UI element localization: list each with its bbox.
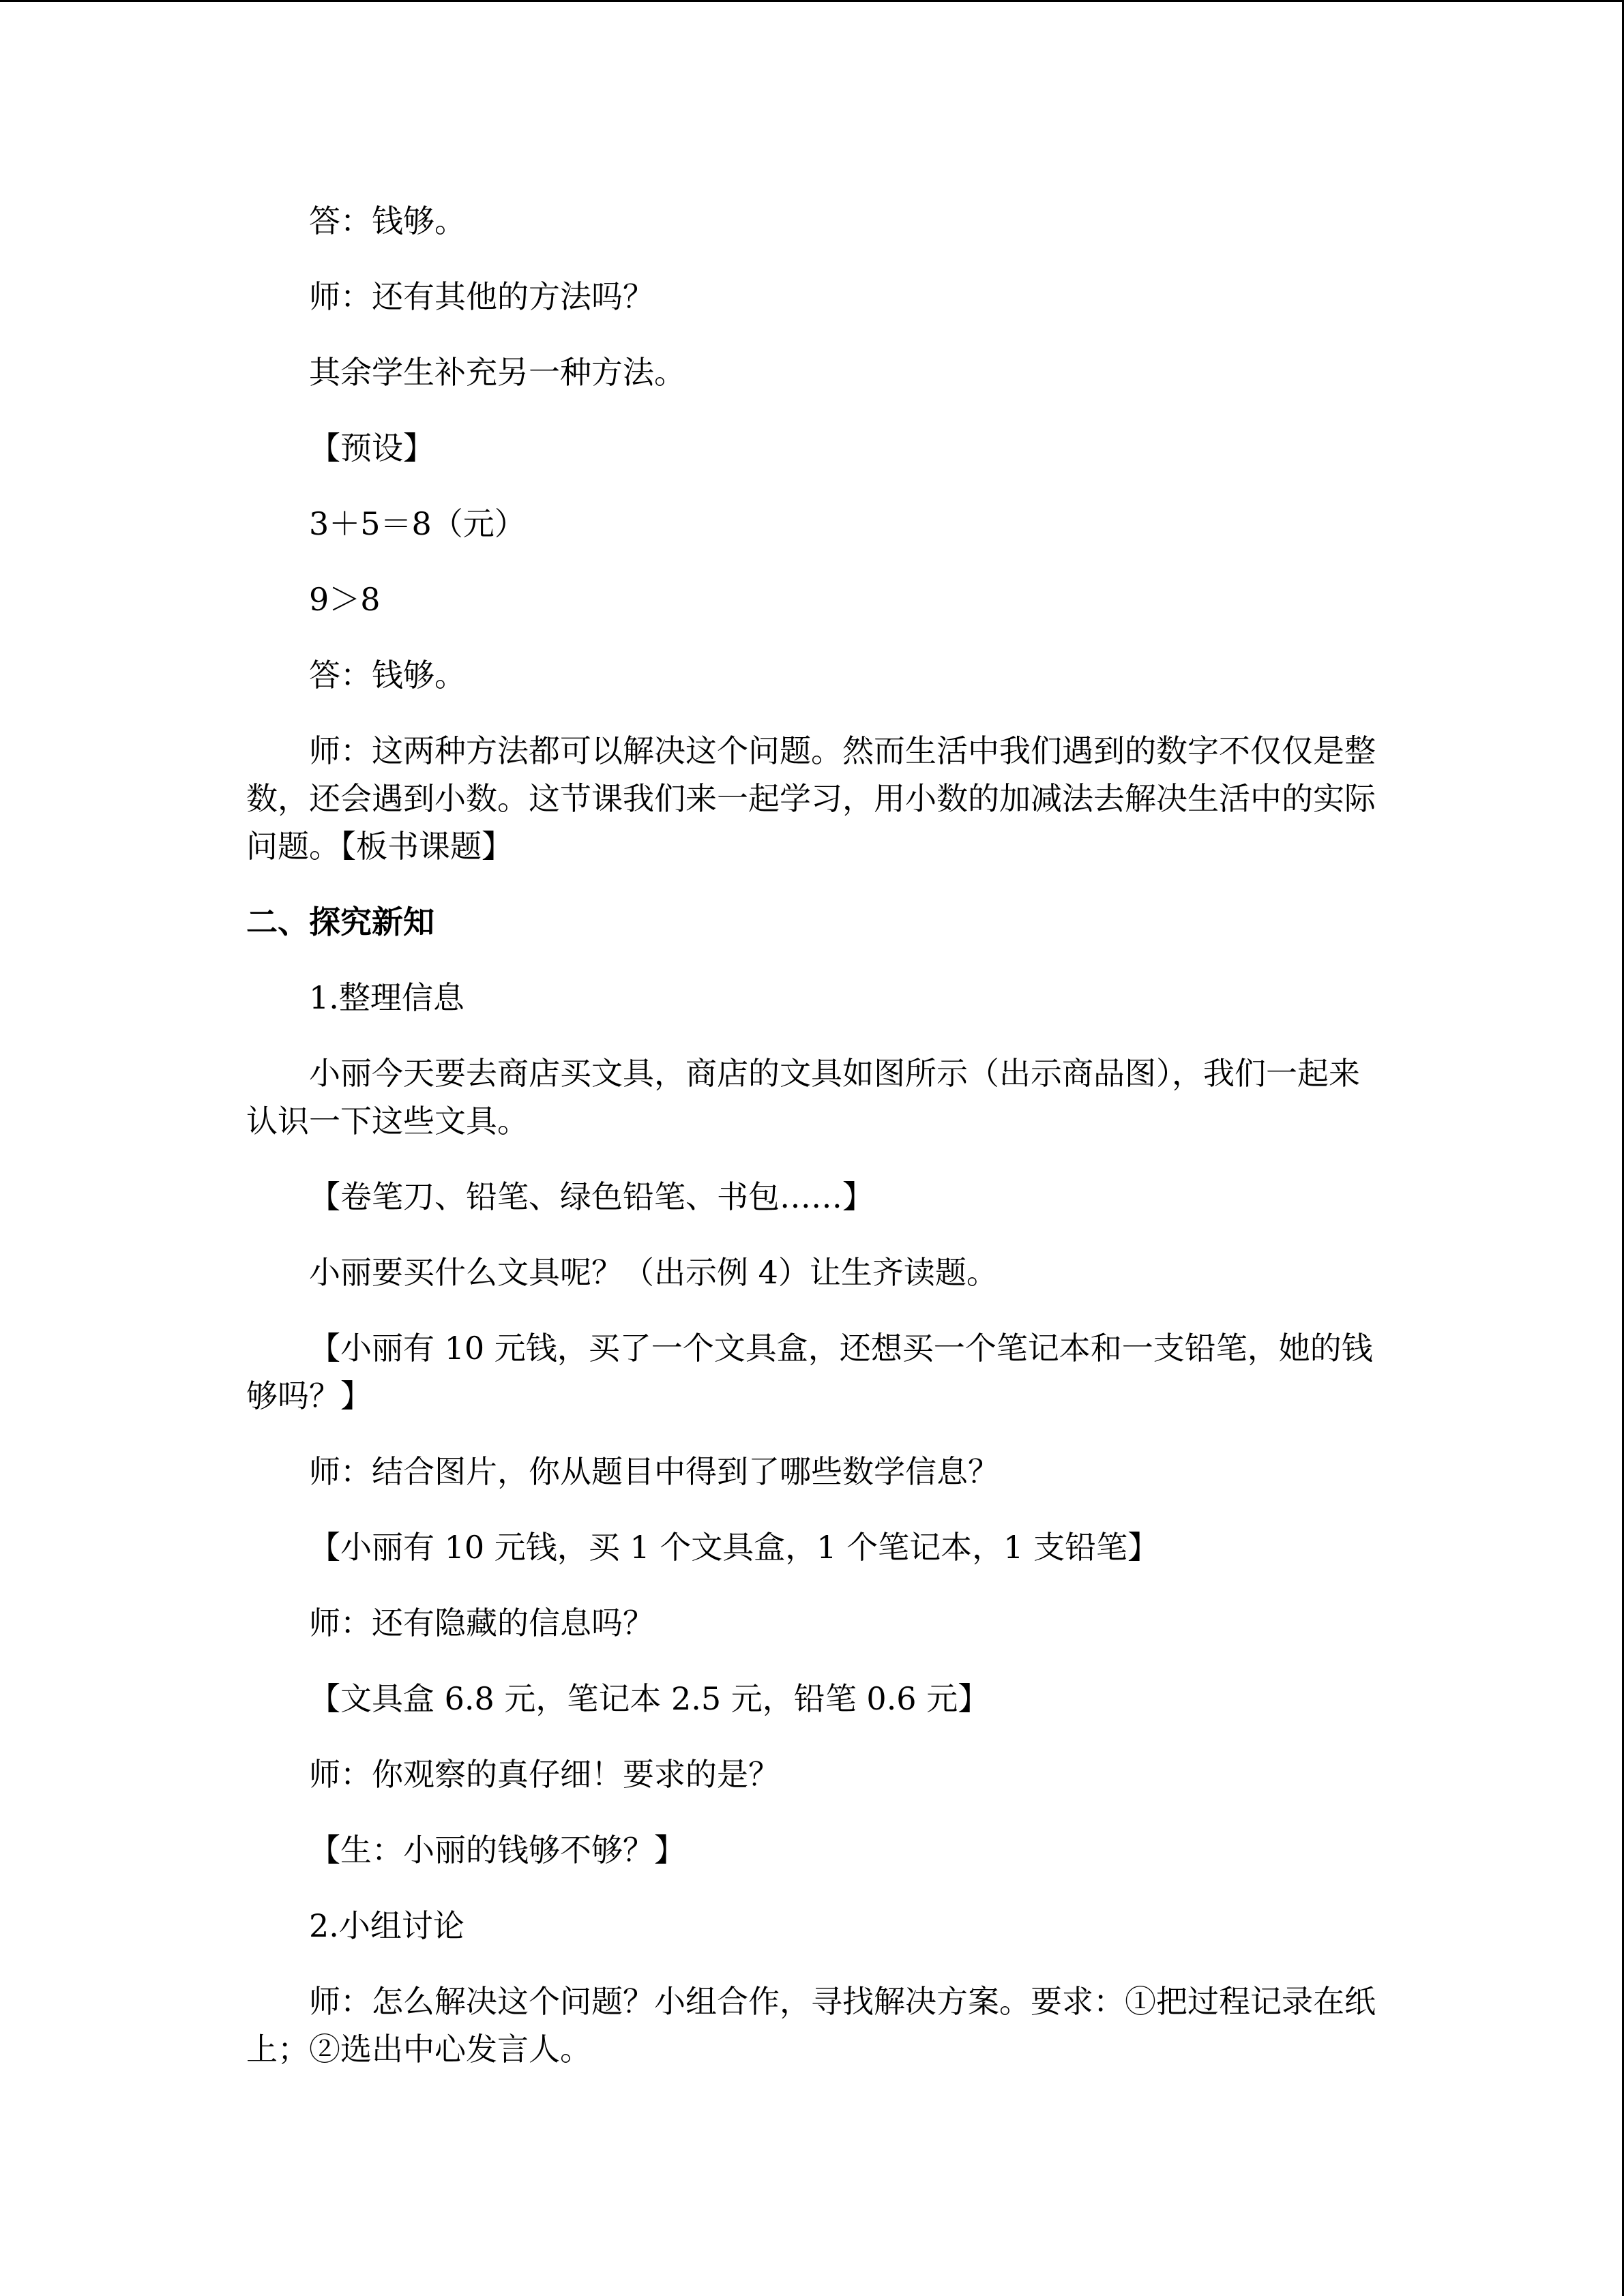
- paragraph-teacher-praise: 师：你观察的真仔细！要求的是？: [309, 1756, 780, 1793]
- paragraph-stationery-list: 【卷笔刀、铅笔、绿色铅笔、书包……】: [309, 1178, 874, 1215]
- paragraph-students-supplement: 其余学生补充另一种方法。: [309, 354, 685, 391]
- paragraph-equation: 3＋5＝8（元）: [309, 505, 526, 542]
- subheading-group-discussion: 2.小组讨论: [309, 1907, 464, 1944]
- paragraph-answer-2: 答：钱够。: [309, 657, 466, 694]
- paragraph-preset-label: 【预设】: [309, 430, 434, 466]
- paragraph-teacher-question: 师：还有其他的方法吗？: [309, 278, 654, 315]
- paragraph-hidden-info-question: 师：还有隐藏的信息吗？: [309, 1605, 654, 1641]
- paragraph-problem-statement: 【小丽有 10 元钱，买了一个文具盒，还想买一个笔记本和一支铅笔，她的钱够吗？】: [246, 1330, 1373, 1414]
- paragraph-teacher-intro: 师：这两种方法都可以解决这个问题。然而生活中我们遇到的数字不仅仅是整数，还会遇到小数。这节课我们来一起学习，用小数的加减法去解决生活中的实际问题。【板书课题】: [246, 732, 1376, 865]
- subheading-organize-info: 1.整理信息: [309, 979, 464, 1016]
- section-heading: 二、探究新知: [246, 904, 434, 940]
- paragraph-comparison: 9＞8: [309, 581, 381, 618]
- paragraph-shop-scene: 小丽今天要去商店买文具，商店的文具如图所示（出示商品图），我们一起来认识一下这些文具。: [246, 1055, 1360, 1139]
- paragraph-group-task: 师：怎么解决这个问题？小组合作，寻找解决方案。要求：①把过程记录在纸上；②选出中心发言人。: [246, 1983, 1376, 2068]
- document-body: [246, 197, 1378, 2101]
- paragraph-student-answer: 【生：小丽的钱够不够？】: [309, 1832, 685, 1868]
- paragraph-answer-1: 答：钱够。: [309, 203, 466, 239]
- paragraph-teacher-info-question: 师：结合图片，你从题目中得到了哪些数学信息？: [309, 1453, 999, 1490]
- paragraph-known-info: 【小丽有 10 元钱，买 1 个文具盒，1 个笔记本，1 支铅笔】: [309, 1529, 1160, 1566]
- paragraph-what-to-buy: 小丽要买什么文具呢？（出示例 4）让生齐读题。: [309, 1254, 998, 1291]
- paragraph-prices: 【文具盒 6.8 元，笔记本 2.5 元，铅笔 0.6 元】: [309, 1680, 990, 1717]
